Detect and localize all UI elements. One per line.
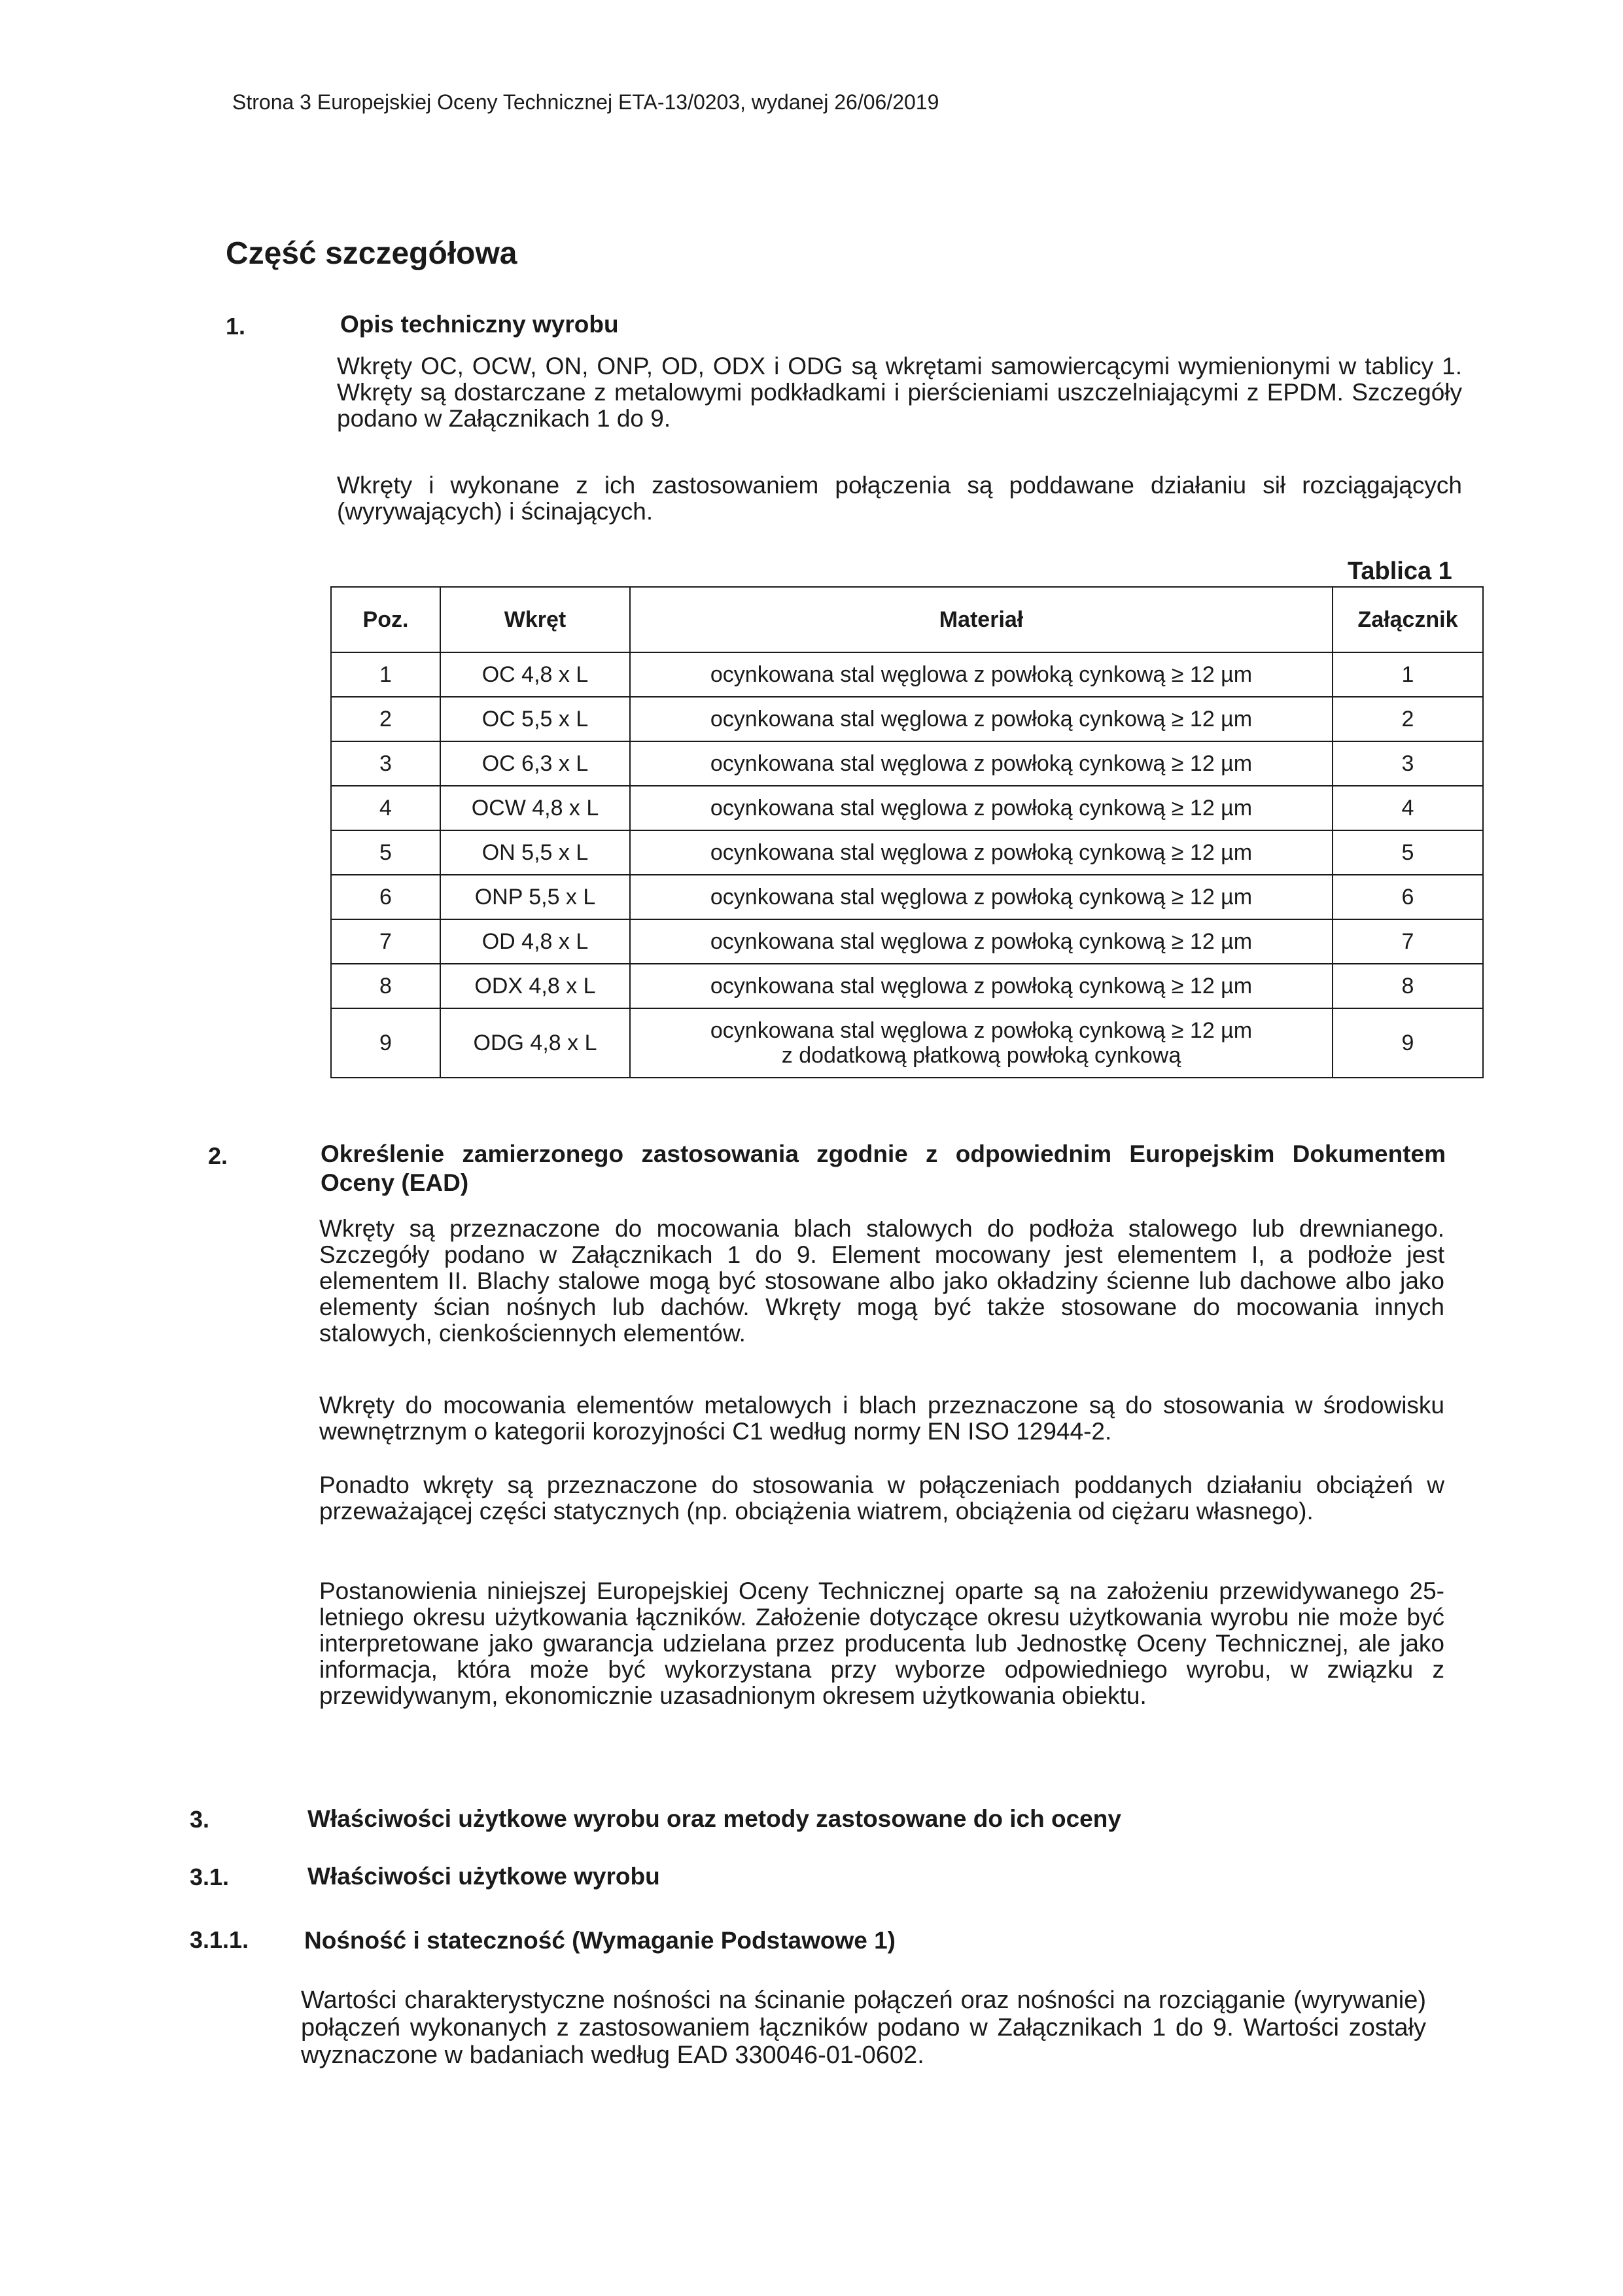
cell-poz: 5	[331, 830, 440, 875]
cell-zalacznik: 6	[1333, 875, 1483, 919]
cell-zalacznik: 9	[1333, 1008, 1483, 1078]
page-header: Strona 3 Europejskiej Oceny Technicznej ETA-13/0203, wydanej 26/06/2019	[232, 90, 939, 114]
cell-material: ocynkowana stal węglowa z powłoką cynkową ≥ 12 µm	[630, 875, 1333, 919]
cell-poz: 9	[331, 1008, 440, 1078]
cell-poz: 2	[331, 697, 440, 741]
cell-poz: 3	[331, 741, 440, 786]
cell-zalacznik: 4	[1333, 786, 1483, 830]
screws-table	[330, 586, 1484, 1078]
part-title: Część szczegółowa	[226, 236, 517, 271]
cell-poz: 8	[331, 964, 440, 1008]
table-row	[331, 741, 1483, 786]
cell-wkret: OD 4,8 x L	[440, 919, 630, 964]
cell-zalacznik: 5	[1333, 830, 1483, 875]
section-2-paragraph-4: Postanowienia niniejszej Europejskiej Oceny Technicznej oparte są na założeniu przewidywanego 25-letniego okresu użytkowania łączników. Założenie dotyczące okresu użytkowania wyrobu nie może być interpretowane jako gwarancja udzielana przez producenta lub Jednostkę Oceny Technicznej, ale jako informacja, która może być wykorzystana przy wyborze odpowiedniego wyrobu, w związku z przewidywanym, ekonomicznie uzasadnionym okresem użytkowania obiektu.	[319, 1578, 1444, 1709]
section-1-title: Opis techniczny wyrobu	[340, 311, 619, 338]
section-2-paragraph-1: Wkręty są przeznaczone do mocowania blach stalowych do podłoża stalowego lub drewnianego. Szczegóły podano w Załącznikach 1 do 9. Element mocowany jest elementem I, a podłoże jest elementem II. Blachy stalowe mogą być stosowane albo jako okładziny ścienne lub dachowe albo jako elementy ścian nośnych lub dachów. Wkręty mogą być także stosowane do mocowania innych stalowych, cienkościennych elementów.	[319, 1215, 1444, 1347]
cell-material: ocynkowana stal węglowa z powłoką cynkową ≥ 12 µm	[630, 741, 1333, 786]
header-zalacznik: Załącznik	[1333, 587, 1483, 652]
section-2-paragraph-3: Ponadto wkręty są przeznaczone do stosowania w połączeniach poddanych działaniu obciążeń w przeważającej części statycznych (np. obciążenia wiatrem, obciążenia od ciężaru własnego).	[319, 1472, 1444, 1525]
section-2-paragraph-2: Wkręty do mocowania elementów metalowych i blach przeznaczone są do stosowania w środowisku wewnętrznym o kategorii korozyjności C1 według normy EN ISO 12944-2.	[319, 1392, 1444, 1445]
cell-wkret: OCW 4,8 x L	[440, 786, 630, 830]
table-row	[331, 1008, 1483, 1078]
cell-material: ocynkowana stal węglowa z powłoką cynkową ≥ 12 µm	[630, 830, 1333, 875]
table-row	[331, 875, 1483, 919]
table-row	[331, 919, 1483, 964]
cell-wkret: ON 5,5 x L	[440, 830, 630, 875]
section-3-1-number: 3.1.	[190, 1863, 230, 1890]
section-1-number: 1.	[226, 313, 246, 340]
table-row	[331, 830, 1483, 875]
cell-poz: 6	[331, 875, 440, 919]
table-row	[331, 652, 1483, 697]
cell-material: ocynkowana stal węglowa z powłoką cynkową ≥ 12 µm	[630, 919, 1333, 964]
cell-material-line-2: z dodatkową płatkową powłoką cynkową	[781, 1043, 1181, 1068]
header-wkret: Wkręt	[440, 587, 630, 652]
cell-poz: 7	[331, 919, 440, 964]
table-caption: Tablica 1	[1348, 557, 1452, 585]
cell-zalacznik: 2	[1333, 697, 1483, 741]
cell-zalacznik: 3	[1333, 741, 1483, 786]
section-3-1-1-number: 3.1.1.	[190, 1926, 249, 1953]
cell-zalacznik: 1	[1333, 652, 1483, 697]
section-2-title: Określenie zamierzonego zastosowania zgodnie z odpowiednim Europejskim Dokumentem Oceny (EAD)	[321, 1140, 1446, 1196]
table-row	[331, 964, 1483, 1008]
cell-wkret: OC 4,8 x L	[440, 652, 630, 697]
section-3-number: 3.	[190, 1806, 210, 1833]
cell-material	[630, 1008, 1333, 1078]
header-material: Materiał	[630, 587, 1333, 652]
cell-material: ocynkowana stal węglowa z powłoką cynkową ≥ 12 µm	[630, 786, 1333, 830]
cell-zalacznik: 8	[1333, 964, 1483, 1008]
cell-material: ocynkowana stal węglowa z powłoką cynkową ≥ 12 µm	[630, 964, 1333, 1008]
cell-wkret: OC 5,5 x L	[440, 697, 630, 741]
cell-material: ocynkowana stal węglowa z powłoką cynkową ≥ 12 µm	[630, 697, 1333, 741]
cell-poz: 4	[331, 786, 440, 830]
section-3-title: Właściwości użytkowe wyrobu oraz metody zastosowane do ich oceny	[307, 1805, 1121, 1832]
section-3-1-title: Właściwości użytkowe wyrobu	[307, 1863, 660, 1890]
cell-poz: 1	[331, 652, 440, 697]
section-2-number: 2.	[208, 1142, 228, 1169]
cell-wkret: ONP 5,5 x L	[440, 875, 630, 919]
section-3-1-1-title: Nośność i stateczność (Wymaganie Podstawowe 1)	[304, 1927, 896, 1954]
table-row	[331, 697, 1483, 741]
section-3-1-1-paragraph-1: Wartości charakterystyczne nośności na ścinanie połączeń oraz nośności na rozciąganie (wyrywanie) połączeń wykonanych z zastosowaniem łączników podano w Załącznikach 1 do 9. Wartości zostały wyznaczone w badaniach według EAD 330046-01-0602.	[301, 1987, 1426, 2069]
cell-material: ocynkowana stal węglowa z powłoką cynkową ≥ 12 µm	[630, 652, 1333, 697]
cell-material-line-1: ocynkowana stal węglowa z powłoką cynkową ≥ 12 µm	[710, 1018, 1253, 1043]
table-header-row	[331, 587, 1483, 652]
cell-zalacznik: 7	[1333, 919, 1483, 964]
header-poz: Poz.	[331, 587, 440, 652]
cell-wkret: OC 6,3 x L	[440, 741, 630, 786]
table-row	[331, 786, 1483, 830]
section-1-paragraph-1: Wkręty OC, OCW, ON, ONP, OD, ODX i ODG są wkrętami samowiercącymi wymienionymi w tablicy 1. Wkręty są dostarczane z metalowymi podkładkami i pierścieniami uszczelniającymi z EPDM. Szczegóły podano w Załącznikach 1 do 9.	[337, 353, 1462, 432]
cell-wkret: ODX 4,8 x L	[440, 964, 630, 1008]
section-1-paragraph-2: Wkręty i wykonane z ich zastosowaniem połączenia są poddawane działaniu sił rozciągających (wyrywających) i ścinających.	[337, 472, 1462, 525]
cell-wkret: ODG 4,8 x L	[440, 1008, 630, 1078]
